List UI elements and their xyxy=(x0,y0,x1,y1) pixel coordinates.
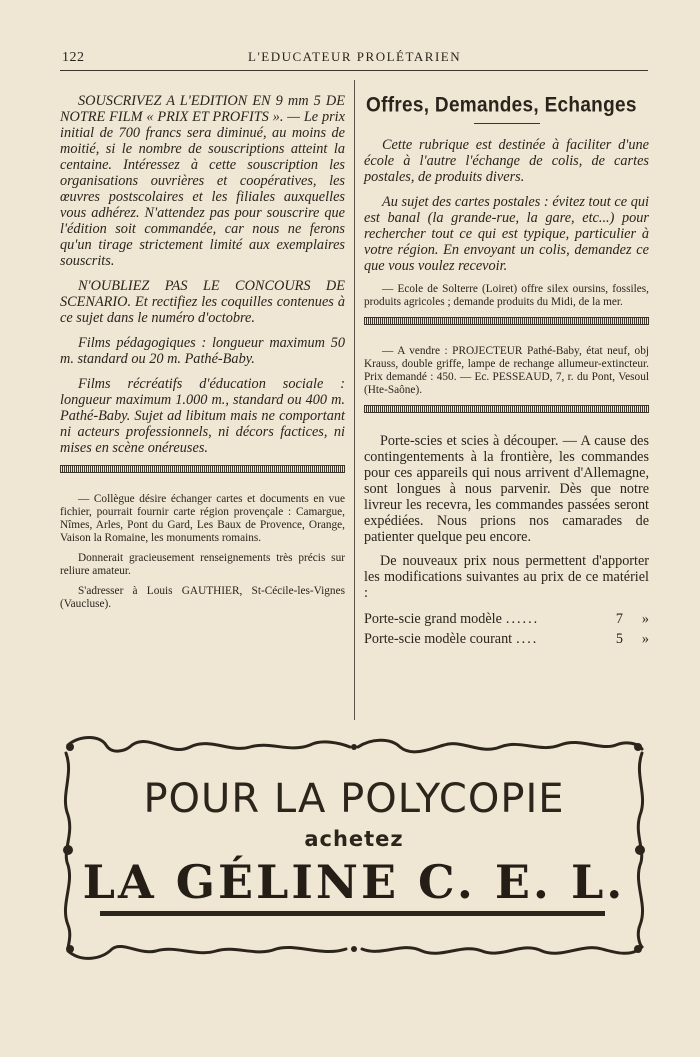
ornamental-rule xyxy=(364,317,649,325)
scenario-contest-paragraph: N'OUBLIEZ PAS LE CONCOURS DE SCENARIO. Et rectifiez les coquilles contenues à ce sujet dans le numéro d'octobre. xyxy=(60,278,345,326)
journal-title: L'EDUCATEUR PROLÉTARIEN xyxy=(248,49,462,64)
price-unit: » xyxy=(641,611,649,627)
price-dots: ...... xyxy=(505,611,540,627)
price-row xyxy=(364,609,649,629)
title-rule xyxy=(474,123,540,124)
price-unit: » xyxy=(641,631,649,647)
right-column xyxy=(364,93,649,649)
ornamental-rule xyxy=(364,405,649,413)
advertisement-box xyxy=(60,735,648,963)
contact-notice: S'adresser à Louis GAUTHIER, St-Cécile-les-Vignes (Vaucluse). xyxy=(60,585,345,610)
recreational-films-paragraph: Films récréatifs d'éducation sociale : longueur maximum 1.000 m., standard ou 400 m. Pathé-Baby. Sujet ad libitum mais ne comportant ni acteurs professionnels, ni décors factices, ni mises en scène onéreuses. xyxy=(60,376,345,456)
ornamental-rule xyxy=(60,465,345,473)
school-offer-notice: — Ecole de Solterre (Loiret) offre silex oursins, fossiles, produits agricoles ; demande produits du Midi, de la mer. xyxy=(364,283,649,308)
price-dots: .... xyxy=(516,631,539,647)
new-prices-paragraph: De nouveaux prix nous permettent d'apporter les modifications suivantes au prix de ce matériel : xyxy=(364,553,649,601)
price-label: Porte-scie grand modèle xyxy=(364,611,502,627)
projector-sale-notice: — A vendre : PROJECTEUR Pathé-Baby, état neuf, obj Krauss, double griffe, lampe de rechange allumeur-extincteur. Prix demandé : 450. — Ec. PESSEAUD, 7, r. du Pont, Vesoul (Hte-Saône). xyxy=(364,345,649,396)
saw-frames-paragraph: Porte-scies et scies à découper. — A cause des contingentements à la frontière, les commandes pour ces appareils qui nous arrivent d'Allemagne, sont longues à nous parvenir. Dès que notre livreur les recevra, les commandes passées seront expédiées. Nous prions nos camarades de patienter quelque peu encore. xyxy=(364,433,649,545)
column-divider xyxy=(354,80,355,720)
price-label: Porte-scie modèle courant xyxy=(364,631,513,647)
price-row xyxy=(364,629,649,649)
rubric-intro-paragraph: Cette rubrique est destinée à faciliter d'une école à l'autre l'échange de colis, de cartes postales, de produits divers. xyxy=(364,137,649,185)
page-number: 122 xyxy=(62,50,85,65)
ad-product-name: LA GÉLINE C. E. L. xyxy=(82,855,626,909)
postcards-paragraph: Au sujet des cartes postales : évitez tout ce qui est banal (la grande-rue, la gare, etc...) pour rechercher tout ce qui est typique, particulier à votre région. En envoyant un colis, demandez ce que vous voulez recevoir. xyxy=(364,194,649,274)
binding-notice: Donnerait gracieusement renseignements très précis sur reliure amateur. xyxy=(60,552,345,577)
film-subscription-paragraph: SOUSCRIVEZ A L'EDITION EN 9 mm 5 DE NOTRE FILM « PRIX ET PROFITS ». — Le prix initial de 700 francs sera diminué, au moins de moitié, si le nombre de souscriptions atteint la centaine. Intéressez à cette souscription les organisations ouvrières et coopératives, les œuvres postscolaires et les filiales auxquelles vous adhérez. N'attendez pas pour souscrire que l'édition soit commandée, car nous ne ferons qu'un tirage strictement limité aux exemplaires souscrits. xyxy=(60,93,345,269)
exchange-notice: — Collègue désire échanger cartes et documents en vue fichier, pourrait fournir carte région provençale : Camargue, Nîmes, Arles, Pont du Gard, Les Baux de Provence, Orange, Vaison la Romaine, les monuments romains. xyxy=(60,493,345,544)
price-value: 7 xyxy=(615,611,623,627)
price-value: 5 xyxy=(615,631,623,647)
ad-underline xyxy=(100,911,605,916)
left-column xyxy=(60,93,345,618)
section-title: Offres, Demandes, Echanges xyxy=(366,93,637,117)
ad-subline: achetez xyxy=(304,827,404,851)
ad-headline: POUR LA POLYCOPIE xyxy=(143,776,565,822)
educational-films-paragraph: Films pédagogiques : longueur maximum 50 m. standard ou 20 m. Pathé-Baby. xyxy=(60,335,345,367)
header-rule xyxy=(60,70,648,71)
